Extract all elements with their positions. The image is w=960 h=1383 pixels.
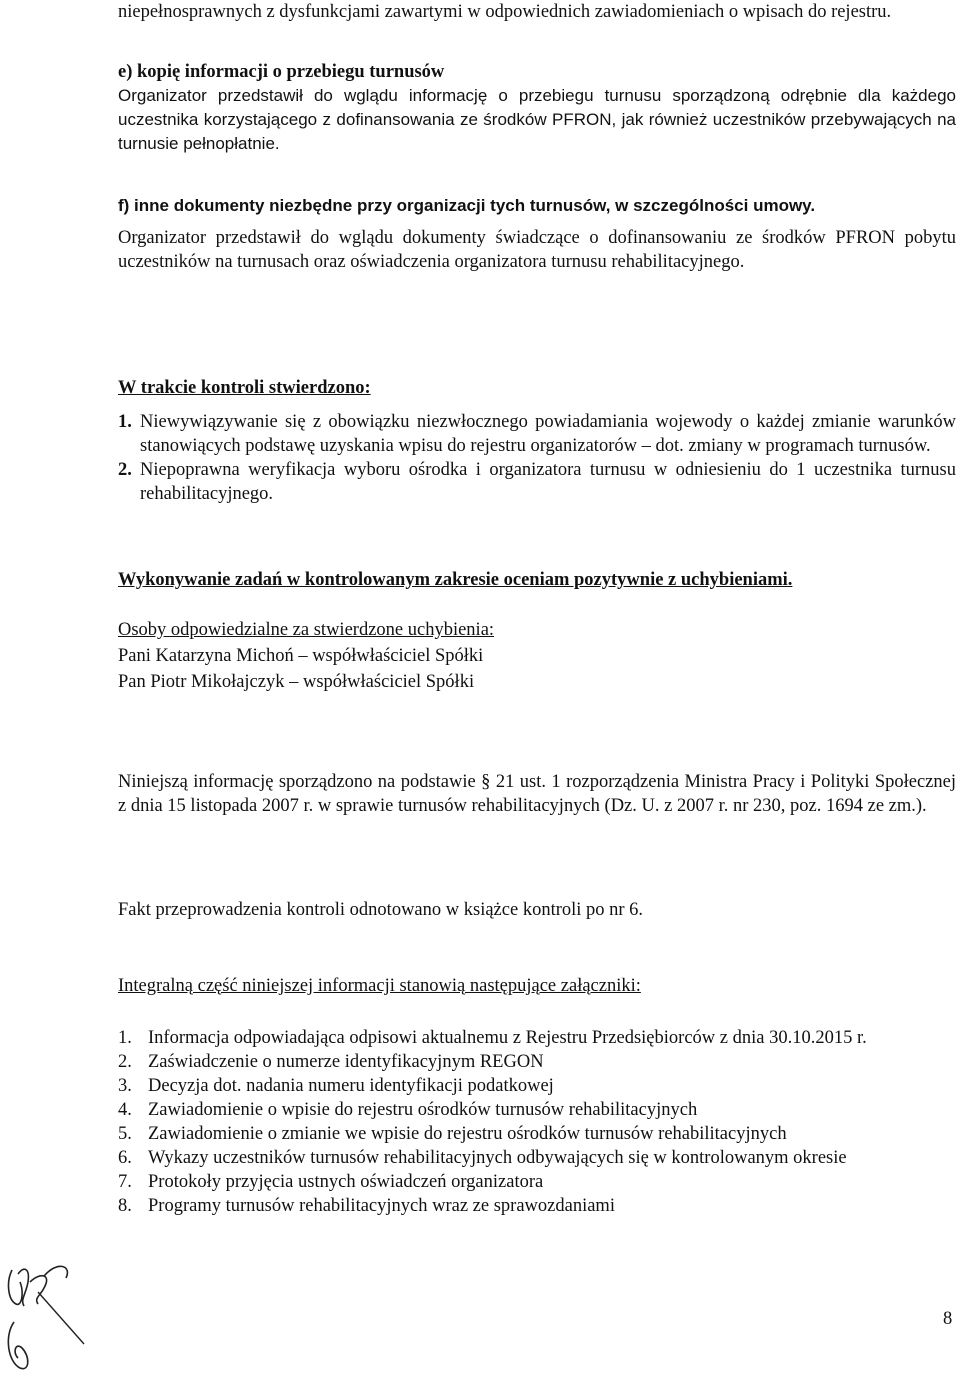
attachment-item: [118, 1050, 898, 1074]
attachment-number: 5.: [118, 1124, 132, 1144]
section-f-heading: f) inne dokumenty niezbędne przy organizacji tych turnusów, w szczególności umowy.: [118, 196, 816, 215]
attachment-text: Wykazy uczestników turnusów rehabilitacyjnych odbywających się w kontrolowanym okresie: [148, 1148, 847, 1168]
finding-item: [118, 458, 956, 506]
responsible-person: Pani Katarzyna Michoń – współwłaściciel Spółki: [118, 646, 484, 666]
attachment-item: [118, 1122, 898, 1146]
findings-heading: W trakcie kontroli stwierdzono:: [118, 378, 371, 398]
control-book-note: Fakt przeprowadzenia kontroli odnotowano w książce kontroli po nr 6.: [118, 900, 644, 920]
finding-text: Niewywiązywanie się z obowiązku niezwłocznego powiadamiania wojewody o każdej zmianie warunków stanowiących podstawę uzyskania wpisu do rejestru organizatorów – dot. zmiany w programach turnusów.: [140, 412, 956, 456]
intro-paragraph: niepełnosprawnych z dysfunkcjami zawartymi w odpowiednich zawiadomieniach o wpisach do rejestru.: [118, 2, 892, 22]
attachment-number: 2.: [118, 1052, 132, 1072]
assessment-statement: Wykonywanie zadań w kontrolowanym zakresie oceniam pozytywnie z uchybieniami.: [118, 570, 793, 590]
handwritten-signature-icon: [0, 1252, 90, 1382]
attachments-list: [118, 1026, 898, 1218]
attachment-item: [118, 1026, 898, 1050]
finding-number: 1.: [118, 412, 132, 432]
finding-item: [118, 410, 956, 458]
section-e-heading: e) kopię informacji o przebiegu turnusów: [118, 62, 445, 82]
legal-basis-paragraph: Niniejszą informację sporządzono na podstawie § 21 ust. 1 rozporządzenia Ministra Pracy i Polityki Społecznej z dnia 15 listopada 2007 r. w sprawie turnusów rehabilitacyjnych (Dz. U. z 2007 r. nr 230, poz. 1694 ze zm.).: [118, 772, 956, 816]
attachment-item: [118, 1074, 898, 1098]
attachment-text: Informacja odpowiadająca odpisowi aktualnemu z Rejestru Przedsiębiorców z dnia 30.10.2015 r.: [148, 1028, 867, 1048]
findings-list: [118, 410, 956, 506]
finding-number: 2.: [118, 460, 132, 480]
attachment-text: Protokoły przyjęcia ustnych oświadczeń organizatora: [148, 1172, 544, 1192]
section-f-body: Organizator przedstawił do wglądu dokumenty świadczące o dofinansowaniu ze środków PFRON pobytu uczestników na turnusach oraz oświadczenia organizatora turnusu rehabilitacyjnego.: [118, 228, 956, 272]
attachment-number: 3.: [118, 1076, 132, 1096]
page-number: 8: [943, 1309, 953, 1329]
attachment-number: 8.: [118, 1196, 132, 1216]
attachment-number: 6.: [118, 1148, 132, 1168]
responsible-person: Pan Piotr Mikołajczyk – współwłaściciel Spółki: [118, 672, 475, 692]
attachment-text: Zawiadomienie o zmianie we wpisie do rejestru ośrodków turnusów rehabilitacyjnych: [148, 1124, 787, 1144]
finding-text: Niepoprawna weryfikacja wyboru ośrodka i organizatora turnusu w odniesieniu do 1 uczestnika turnusu rehabilitacyjnego.: [140, 460, 956, 504]
responsible-heading: Osoby odpowiedzialne za stwierdzone uchybienia:: [118, 620, 495, 640]
attachment-text: Decyzja dot. nadania numeru identyfikacji podatkowej: [148, 1076, 554, 1096]
attachments-heading: Integralną część niniejszej informacji stanowią następujące załączniki:: [118, 976, 641, 996]
attachment-item: [118, 1194, 898, 1218]
attachment-number: 7.: [118, 1172, 132, 1192]
attachment-number: 4.: [118, 1100, 132, 1120]
section-e-body: Organizator przedstawił do wglądu informację o przebiegu turnusu sporządzoną odrębnie dla każdego uczestnika korzystającego z dofinansowania ze środków PFRON, jak również uczestników przebywających na turnusie pełnopłatnie.: [118, 86, 956, 153]
attachment-item: [118, 1146, 898, 1170]
attachment-text: Zawiadomienie o wpisie do rejestru ośrodków turnusów rehabilitacyjnych: [148, 1100, 698, 1120]
attachment-item: [118, 1170, 898, 1194]
attachment-number: 1.: [118, 1028, 132, 1048]
attachment-text: Programy turnusów rehabilitacyjnych wraz ze sprawozdaniami: [148, 1196, 615, 1216]
attachment-item: [118, 1098, 898, 1122]
attachment-text: Zaświadczenie o numerze identyfikacyjnym REGON: [148, 1052, 544, 1072]
